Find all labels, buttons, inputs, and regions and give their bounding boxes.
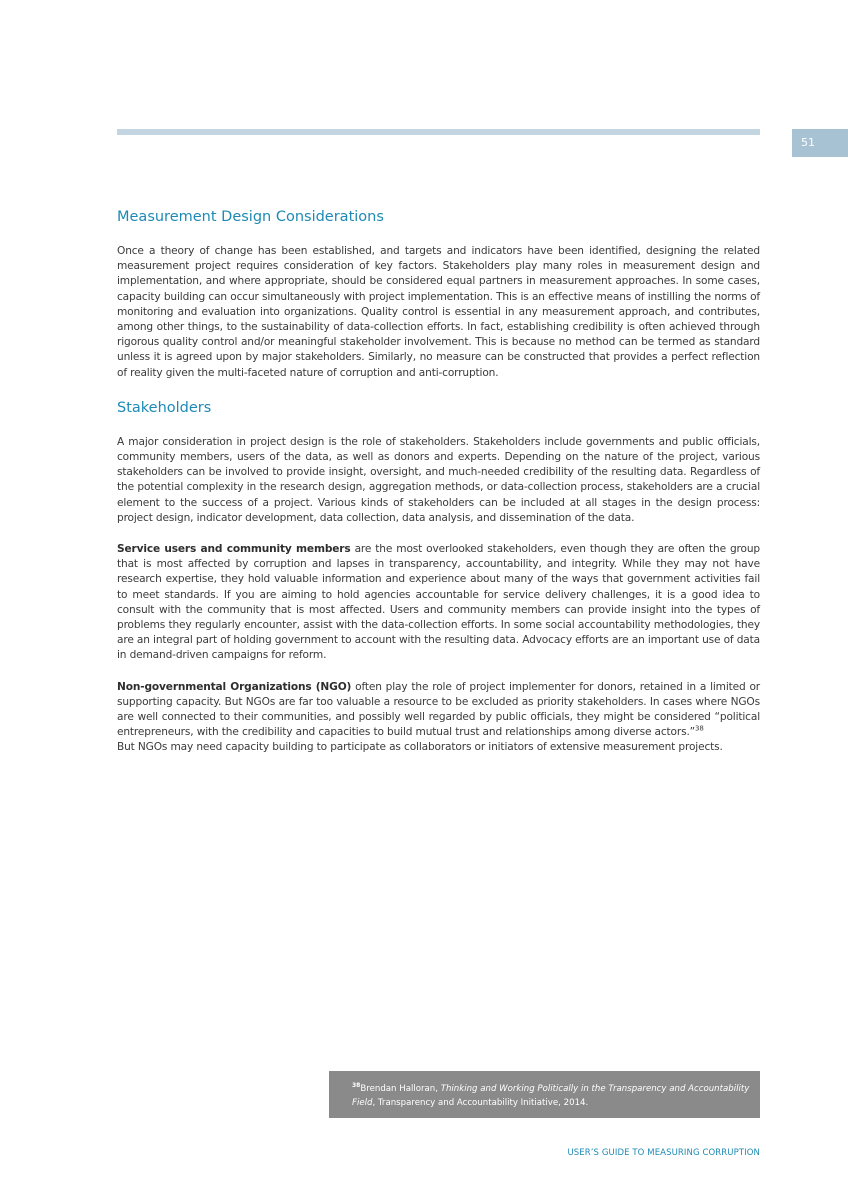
footnote-publisher: , Transparency and Accountability Initiative, 2014. xyxy=(372,1098,589,1108)
text-ngo: often play the role of project implementer for donors, retained in a limited or supporting capacity. But NGOs are far too valuable a resource to be excluded as priority stakeholders. In cases where NGOs are well connected to their communities, and possibly well regarded by public officials, they might be considered “political entrepreneurs, with the credibility and capacities to build mutual trust and relationships among diverse actors.” xyxy=(117,680,760,739)
footnote-box xyxy=(329,1071,760,1118)
paragraph-ngo xyxy=(117,680,760,756)
header-rule xyxy=(117,129,760,135)
lead-service-users: Service users and community members xyxy=(117,543,351,556)
section-heading-measurement-design: Measurement Design Considerations xyxy=(117,209,384,225)
section-heading-stakeholders: Stakeholders xyxy=(117,399,212,416)
lead-ngo: Non-governmental Organizations (NGO) xyxy=(117,680,352,693)
footnote-ref[interactable]: 38 xyxy=(695,724,704,733)
footnote-number: 38 xyxy=(352,1082,361,1090)
footnote-author: Brendan Halloran, xyxy=(360,1084,441,1094)
text-service-users: are the most overlooked stakeholders, even though they are often the group that is most affected by corruption and lapses in transparency, accountability, and integrity. While they may not have research expertise, they hold valuable information and experience about many of the ways that government activities fail to meet standards. If you are aiming to hold agencies accountable for service delivery challenges, it is a good idea to consult with the community that is most affected. Users and community members can provide insight into the types of problems they regularly encounter, assist with the data-collection efforts. In some social accountability methodologies, they are an integral part of holding government to account with the resulting data. Advocacy efforts are an important use of data in demand-driven campaigns for reform. xyxy=(117,543,760,662)
paragraph-measurement-design: Once a theory of change has been established, and targets and indicators have been identified, designing the related measurement project requires consideration of key factors. Stakeholders play many roles in measurement design and implementation, and where appropriate, should be considered equal partners in measurement approaches. In some cases, capacity building can occur simultaneously with project implementation. This is an effective means of instilling the norms of monitoring and evaluation into organizations. Quality control is essential in any measurement approach, and contributes, among other things, to the sustainability of data-collection efforts. In fact, establishing credibility is often achieved through rigorous quality control and/or meaningful stakeholder involvement. This is because no method can be termed as standard unless it is agreed upon by major stakeholders. Similarly, no measure can be constructed that provides a perfect reflection of reality given the multi-faceted nature of corruption and anti-corruption. xyxy=(117,245,760,379)
text-ngo-after: But NGOs may need capacity building to participate as collaborators or initiators of extensive measurement projects. xyxy=(117,741,723,754)
main-content xyxy=(117,206,760,756)
paragraph-stakeholders: A major consideration in project design is the role of stakeholders. Stakeholders include governments and public officials, community members, users of the data, as well as donors and experts. Depending on the nature of the project, various stakeholders can be involved to provide insight, oversight, and much-needed credibility of the resulting data. Regardless of the potential complexity in the research design, aggregation methods, or data-collection process, stakeholders are a crucial element to the success of a project. Various kinds of stakeholders can be included at all stages in the design process: project design, indicator development, data collection, data analysis, and dissemination of the data. xyxy=(117,435,760,524)
paragraph-service-users xyxy=(117,542,760,664)
footnote-title: Thinking and Working Politically in the Transparency and Accountability Field xyxy=(352,1084,750,1108)
running-footer: USER’S GUIDE TO MEASURING CORRUPTION xyxy=(567,1148,760,1158)
page-number: 51 xyxy=(792,129,848,157)
